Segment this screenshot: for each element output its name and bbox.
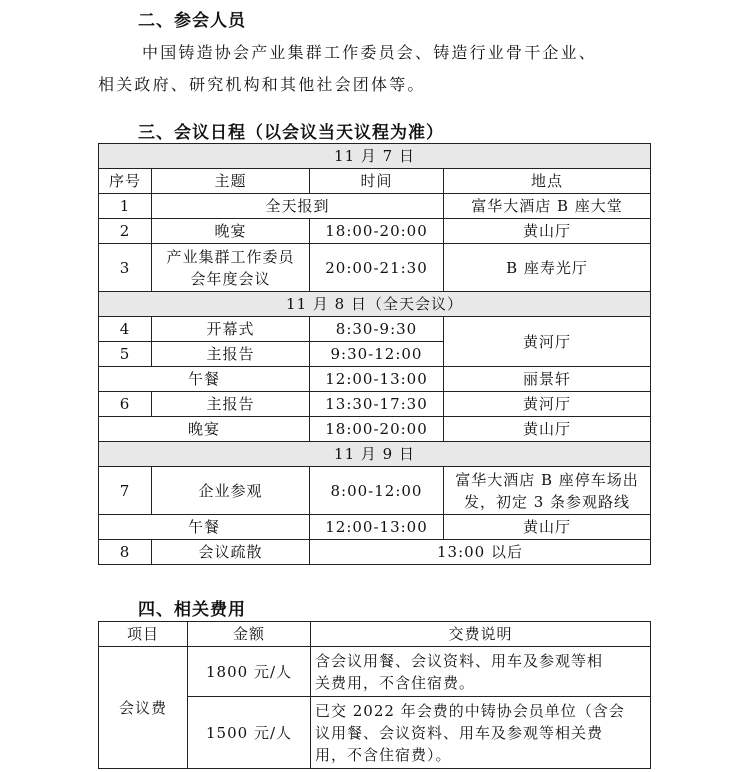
cell-topic: 晚宴 [99, 417, 310, 442]
table-row [99, 194, 651, 219]
cell-time: 12:00-13:00 [310, 367, 444, 392]
date-row-day1: 11 月 7 日 [99, 144, 651, 169]
cell-place: 黄河厅 [444, 317, 651, 367]
cell-topic: 午餐 [99, 515, 310, 540]
cell-no: 6 [99, 392, 152, 417]
table-row [99, 417, 651, 442]
table-row [99, 367, 651, 392]
section4-heading: 四、相关费用 [138, 600, 246, 620]
cell-time: 13:30-17:30 [310, 392, 444, 417]
cell-topic: 主报告 [152, 342, 310, 367]
cell-topic: 主报告 [152, 392, 310, 417]
cell-amount: 1500 元/人 [188, 697, 311, 769]
cell-topic-line2: 会年度会议 [190, 269, 271, 288]
cell-topic: 企业参观 [152, 467, 310, 515]
section3-heading: 三、会议日程（以会议当天议程为准） [138, 123, 444, 143]
table-row [99, 622, 651, 647]
cell-place: 黄山厅 [444, 515, 651, 540]
section2-heading: 二、参会人员 [138, 11, 246, 31]
cell-topic-line1: 产业集群工作委员 [166, 247, 295, 266]
cell-topic: 开幕式 [152, 317, 310, 342]
col-header-time: 时间 [310, 169, 444, 194]
cell-time: 12:00-13:00 [310, 515, 444, 540]
cell-no: 2 [99, 219, 152, 244]
col-header-place: 地点 [444, 169, 651, 194]
cell-no: 7 [99, 467, 152, 515]
col-header-desc: 交费说明 [311, 622, 651, 647]
cell-desc [311, 647, 651, 697]
cell-time: 18:00-20:00 [310, 219, 444, 244]
cell-no: 3 [99, 244, 152, 292]
table-row [99, 219, 651, 244]
cell-no: 1 [99, 194, 152, 219]
table-row [99, 647, 651, 697]
cell-no: 5 [99, 342, 152, 367]
table-row [99, 292, 651, 317]
cell-desc-line3: 用，不含住宿费）。 [315, 745, 452, 764]
date-row-day3: 11 月 9 日 [99, 442, 651, 467]
cell-time: 18:00-20:00 [310, 417, 444, 442]
cell-desc-line2: 关费用，不含住宿费。 [315, 673, 476, 692]
cell-desc-line2: 议用餐、会议资料、用车及参观等相关费 [315, 723, 604, 742]
cell-time: 8:30-9:30 [310, 317, 444, 342]
cell-time: 13:00 以后 [310, 540, 651, 565]
cell-topic: 会议疏散 [152, 540, 310, 565]
cell-place [444, 467, 651, 515]
section2-paragraph-line2: 相关政府、研究机构和其他社会团体等。 [98, 75, 426, 94]
col-header-no: 序号 [99, 169, 152, 194]
table-row [99, 244, 651, 292]
col-header-item: 项目 [99, 622, 188, 647]
schedule-table [98, 143, 651, 565]
table-row [99, 540, 651, 565]
cell-place: 黄山厅 [444, 417, 651, 442]
table-row [99, 317, 651, 342]
cell-place: 丽景轩 [444, 367, 651, 392]
col-header-amount: 金额 [188, 622, 311, 647]
cell-no: 8 [99, 540, 152, 565]
cell-time: 9:30-12:00 [310, 342, 444, 367]
col-header-topic: 主题 [152, 169, 310, 194]
cell-place: 黄河厅 [444, 392, 651, 417]
table-row [99, 515, 651, 540]
cell-topic: 午餐 [99, 367, 310, 392]
cell-place-line2: 发，初定 3 条参观路线 [463, 492, 631, 511]
cell-topic: 全天报到 [152, 194, 444, 219]
cell-amount: 1800 元/人 [188, 647, 311, 697]
cell-time: 8:00-12:00 [310, 467, 444, 515]
cell-desc-line1: 含会议用餐、会议资料、用车及参观等相 [315, 651, 604, 670]
table-row [99, 392, 651, 417]
table-row [99, 442, 651, 467]
cell-time: 20:00-21:30 [310, 244, 444, 292]
cell-topic: 晚宴 [152, 219, 310, 244]
fees-table [98, 621, 651, 769]
section2-paragraph-line1: 中国铸造协会产业集群工作委员会、铸造行业骨干企业、 [142, 43, 598, 62]
table-row [99, 144, 651, 169]
cell-place: B 座寿光厅 [444, 244, 651, 292]
table-row [99, 467, 651, 515]
cell-place: 富华大酒店 B 座大堂 [444, 194, 651, 219]
cell-place-line1: 富华大酒店 B 座停车场出 [455, 470, 639, 489]
cell-desc-line1: 已交 2022 年会费的中铸协会员单位（含会 [315, 701, 625, 720]
cell-desc [311, 697, 651, 769]
cell-no: 4 [99, 317, 152, 342]
date-row-day2: 11 月 8 日（全天会议） [99, 292, 651, 317]
table-row [99, 169, 651, 194]
cell-place: 黄山厅 [444, 219, 651, 244]
cell-item: 会议费 [99, 647, 188, 769]
cell-topic [152, 244, 310, 292]
